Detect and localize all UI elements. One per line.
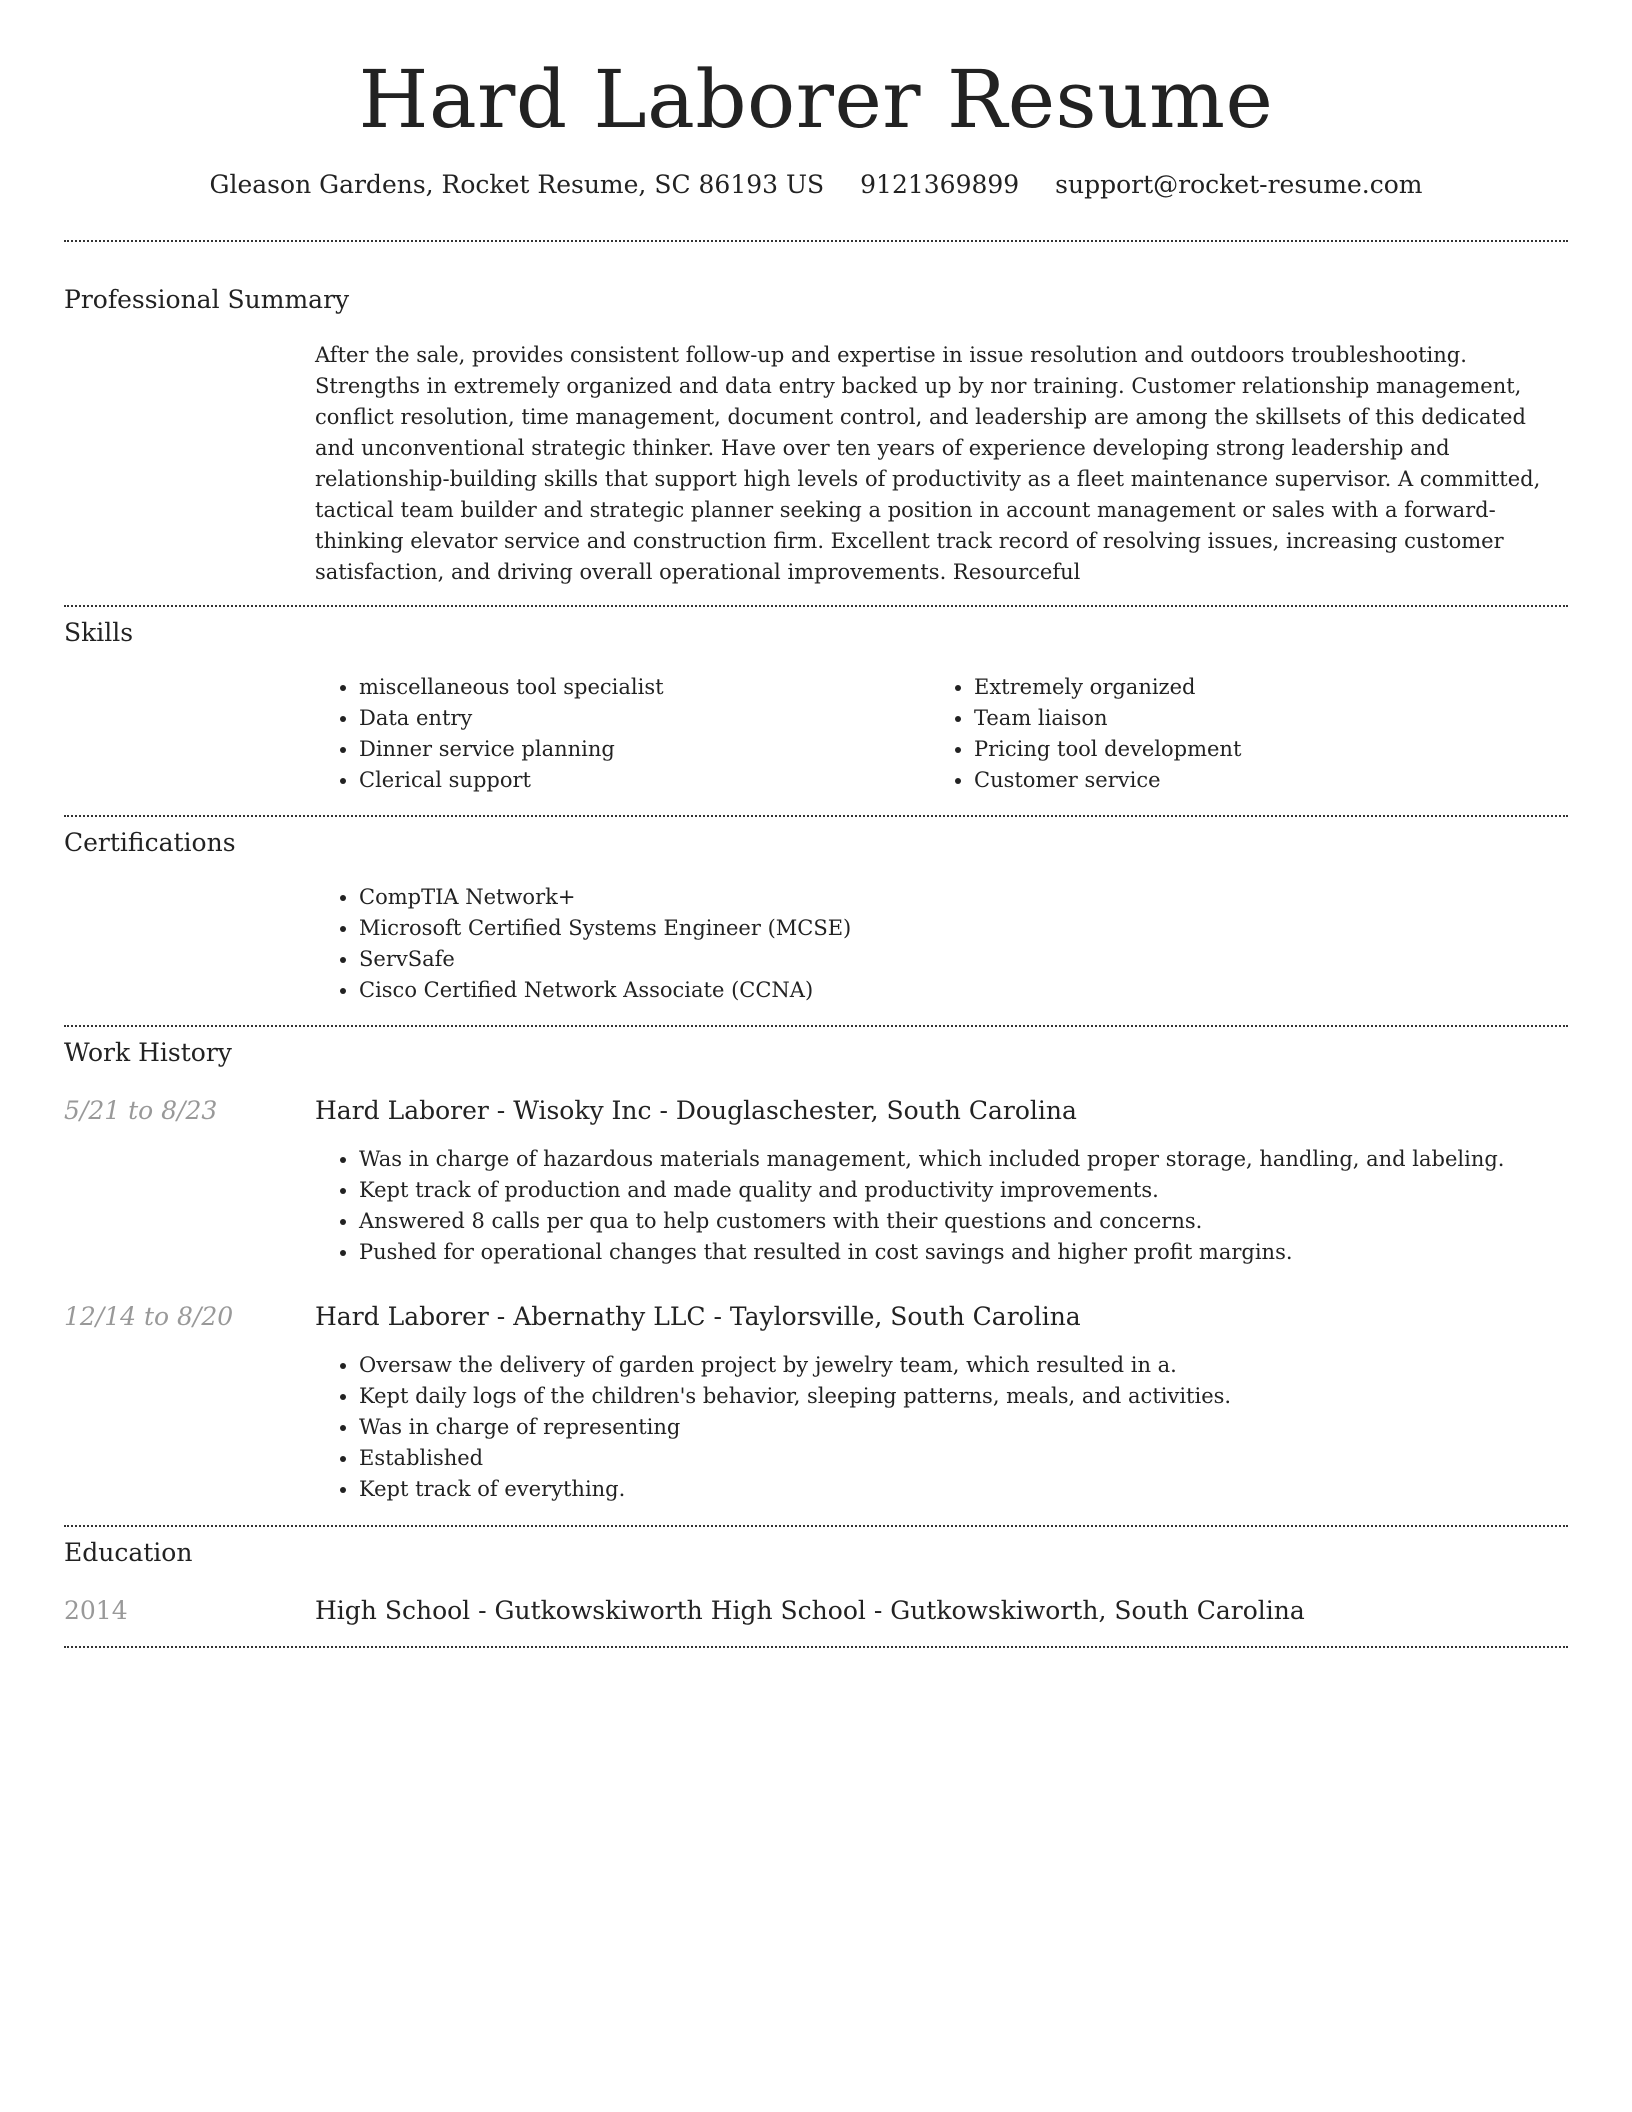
section-heading-certifications: Certifications bbox=[64, 828, 236, 857]
section-heading-work-history: Work History bbox=[64, 1038, 232, 1067]
list-item: • Was in charge of representing bbox=[359, 1412, 1604, 1443]
divider bbox=[64, 1646, 1568, 1648]
list-item: • Kept daily logs of the children's behavior, sleeping patterns, meals, and activities. bbox=[359, 1381, 1604, 1412]
skills-list-right bbox=[930, 672, 1574, 796]
divider bbox=[64, 815, 1568, 817]
list-item: • Oversaw the delivery of garden project by jewelry team, which resulted in a. bbox=[359, 1350, 1604, 1381]
list-item: • CompTIA Network+ bbox=[359, 882, 1559, 913]
contact-email: support@rocket-resume.com bbox=[1055, 170, 1423, 199]
list-item: • Was in charge of hazardous materials management, which included proper storage, handling, and labeling. bbox=[359, 1144, 1604, 1175]
list-item: • Dinner service planning bbox=[359, 734, 919, 765]
divider bbox=[64, 1525, 1568, 1527]
education-date: 2014 bbox=[64, 1596, 128, 1625]
list-item: • Kept track of everything. bbox=[359, 1474, 1604, 1505]
divider bbox=[64, 240, 1568, 242]
job-dates: 12/14 to 8/20 bbox=[64, 1302, 234, 1331]
list-item: • Kept track of production and made quality and productivity improvements. bbox=[359, 1175, 1604, 1206]
job-title: Hard Laborer - Wisoky Inc - Douglaschester, South Carolina bbox=[315, 1096, 1077, 1125]
list-item: • Team liaison bbox=[974, 703, 1574, 734]
certifications-list bbox=[315, 882, 1559, 1006]
summary-text: After the sale, provides consistent follow-up and expertise in issue resolution and outdoors troubleshooting. Strengths in extremely organized and data entry backed up by nor training. Customer relationship management, conflict resolution, time management, document control, and leadership are among the skillsets of this dedicated and unconventional strategic thinker. Have over ten years of experience developing strong leadership and relationship-building skills that support high levels of productivity as a fleet maintenance supervisor. A committed, tactical team builder and strategic planner seeking a position in account management or sales with a forward-thinking elevator service and construction firm. Excellent track record of resolving issues, increasing customer satisfaction, and driving overall operational improvements. Resourceful bbox=[315, 343, 1541, 584]
list-item: • Extremely organized bbox=[974, 672, 1574, 703]
list-item: • Microsoft Certified Systems Engineer (MCSE) bbox=[359, 913, 1559, 944]
divider bbox=[64, 605, 1568, 607]
list-item: • Established bbox=[359, 1443, 1604, 1474]
contact-address: Gleason Gardens, Rocket Resume, SC 86193 US bbox=[209, 170, 825, 199]
section-heading-skills: Skills bbox=[64, 618, 134, 647]
job-title: Hard Laborer - Abernathy LLC - Taylorsville, South Carolina bbox=[315, 1302, 1081, 1331]
list-item: • Answered 8 calls per qua to help customers with their questions and concerns. bbox=[359, 1206, 1604, 1237]
list-item: • Pushed for operational changes that resulted in cost savings and higher profit margins. bbox=[359, 1237, 1604, 1268]
job-dates: 5/21 to 8/23 bbox=[64, 1096, 218, 1125]
list-item: • Data entry bbox=[359, 703, 919, 734]
list-item: • Customer service bbox=[974, 765, 1574, 796]
divider bbox=[64, 1025, 1568, 1027]
list-item: • miscellaneous tool specialist bbox=[359, 672, 919, 703]
list-item: • Clerical support bbox=[359, 765, 919, 796]
list-item: • Pricing tool development bbox=[974, 734, 1574, 765]
skills-list-left bbox=[315, 672, 919, 796]
job-bullets bbox=[315, 1350, 1604, 1505]
job-bullets bbox=[315, 1144, 1604, 1268]
section-heading-summary: Professional Summary bbox=[64, 285, 350, 314]
list-item: • ServSafe bbox=[359, 944, 1559, 975]
contact-line bbox=[0, 168, 1632, 202]
resume-title: Hard Laborer Resume bbox=[358, 53, 1274, 146]
education-title: High School - Gutkowskiworth High School - Gutkowskiworth, South Carolina bbox=[315, 1596, 1305, 1625]
list-item: • Cisco Certified Network Associate (CCNA) bbox=[359, 975, 1559, 1006]
contact-phone: 9121369899 bbox=[860, 170, 1020, 199]
section-heading-education: Education bbox=[64, 1538, 193, 1567]
